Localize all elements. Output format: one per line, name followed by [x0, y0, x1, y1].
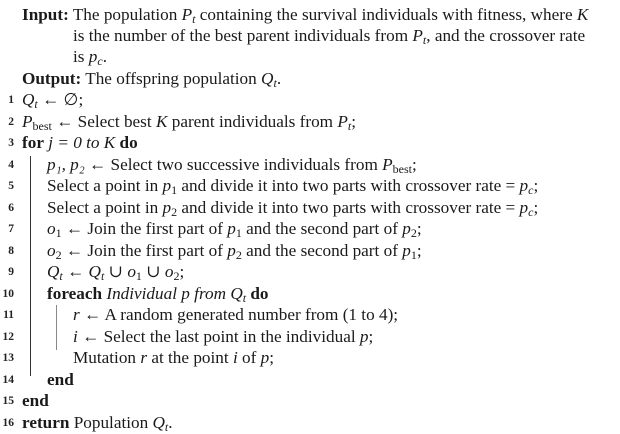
var: K [99, 132, 120, 152]
var: p [227, 240, 236, 260]
sub: t [164, 420, 169, 434]
text: and the second part of [241, 240, 403, 260]
sub: t [59, 268, 63, 283]
var: p [402, 240, 411, 260]
text: ← [62, 261, 89, 281]
text: The offspring population [85, 68, 262, 88]
line-number: 8 [8, 244, 14, 257]
var: p [162, 175, 172, 195]
var: r [73, 304, 80, 324]
keyword-end: end [22, 391, 49, 410]
var: K [576, 4, 589, 24]
text: is [73, 46, 89, 66]
text: ∪ [141, 261, 165, 281]
keyword-foreach: foreach [47, 283, 103, 303]
line-number: 5 [8, 179, 14, 192]
text: and divide it into two parts with crossover rate = [177, 197, 520, 217]
var: P [22, 111, 33, 131]
line-number: 16 [2, 417, 14, 429]
input-label: Input: [22, 4, 69, 24]
text: . [102, 46, 107, 66]
sub: 2 [173, 268, 180, 283]
text: Select a point in [47, 175, 163, 195]
sub: 2 [171, 204, 178, 219]
var: p [402, 218, 411, 238]
sub: c [528, 204, 534, 219]
sub: t [242, 290, 247, 305]
var: p [88, 46, 98, 66]
text: at the point [147, 347, 233, 367]
line-number: 9 [8, 265, 14, 278]
sub: 2 [55, 247, 62, 262]
sub: 1 [55, 225, 62, 240]
text: The population [72, 4, 182, 24]
text: . [168, 413, 173, 432]
text: ← Select the last point in the individual [77, 326, 360, 346]
text: and divide it into two parts with crossover rate = [177, 175, 520, 195]
text: ← Join the first part of [61, 218, 228, 238]
line-number: 13 [2, 351, 14, 364]
var: i [73, 326, 78, 346]
var: p [519, 197, 529, 217]
var: o [47, 218, 56, 238]
text: . [276, 68, 282, 88]
sub: t [100, 268, 105, 283]
text: parent individuals from [167, 111, 338, 131]
text: ← Join the first part of [61, 240, 228, 260]
sub: 2 [235, 247, 242, 262]
var: Q [47, 261, 60, 281]
text: ; [416, 240, 422, 260]
line-number: 6 [8, 201, 14, 214]
text: ← Select best [51, 111, 156, 131]
text: containing the survival individuals with fitness, where [195, 4, 577, 24]
line-number: 2 [8, 115, 14, 128]
text: ← A random generated number from (1 to 4); [79, 304, 399, 324]
var: Q [22, 89, 35, 109]
sub: t [347, 118, 352, 133]
text: ; [533, 197, 539, 217]
text: Select a point in [47, 197, 163, 217]
text: Population [69, 413, 153, 432]
line-number: 10 [2, 287, 14, 300]
var: o [127, 261, 136, 281]
var: K [155, 111, 168, 131]
keyword-return: return [22, 413, 70, 432]
text: ; [412, 154, 417, 174]
var: Q [88, 261, 101, 281]
var: p [227, 218, 236, 238]
text: Mutation [73, 347, 141, 367]
var: p [359, 326, 369, 346]
sub: 1 [235, 225, 242, 240]
var: p [519, 175, 529, 195]
var: r [140, 347, 148, 367]
text: j = 0 [43, 132, 87, 152]
line-number: 15 [2, 395, 14, 407]
text: to [86, 132, 100, 152]
sub: 1 [135, 268, 142, 283]
text: ; [368, 326, 374, 346]
sub: t [34, 96, 38, 111]
sub: best [392, 161, 413, 176]
text: ∪ [104, 261, 128, 281]
keyword-end: end [47, 369, 74, 389]
sub: 1 [410, 247, 417, 262]
var: i [232, 347, 238, 367]
line-number: 14 [2, 373, 14, 386]
text: ← ∅; [37, 89, 84, 109]
text: , and the crossover rate [426, 25, 586, 45]
text: ; [416, 218, 422, 238]
output-label: Output: [22, 68, 82, 88]
var: p₁, p₂ [47, 154, 85, 174]
var: p [162, 197, 172, 217]
line-number: 1 [8, 93, 14, 106]
text: of [237, 347, 261, 367]
foreach-block-bar [56, 305, 57, 350]
text: ; [351, 111, 356, 131]
text: ← Select two successive individuals from [84, 154, 383, 174]
for-block-bar [30, 156, 31, 376]
text: is the number of the best parent individuals from [73, 25, 413, 45]
text: Individual p from [102, 283, 231, 303]
sub: c [528, 182, 534, 197]
var: o [164, 261, 174, 281]
text: ; [533, 175, 539, 195]
var: o [47, 240, 56, 260]
line-number: 3 [8, 136, 14, 149]
sub: best [32, 118, 52, 133]
keyword-do: do [246, 283, 269, 303]
keyword-do: do [119, 132, 138, 152]
sub: 1 [171, 182, 178, 197]
var: Q [230, 283, 243, 303]
text: and the second part of [241, 218, 403, 238]
line-number: 12 [2, 330, 14, 343]
var: P [181, 4, 193, 24]
sub: 2 [410, 225, 417, 240]
text: ; [179, 261, 185, 281]
line-number: 4 [8, 158, 14, 171]
var: Q [261, 68, 274, 88]
line-number: 7 [8, 222, 14, 235]
sub: t [192, 11, 196, 26]
text: ; [269, 347, 275, 367]
var: P [412, 25, 423, 45]
var: Q [152, 413, 165, 432]
keyword-for: for [22, 132, 44, 152]
sub: t [422, 32, 427, 47]
sub: t [273, 75, 277, 90]
var: P [337, 111, 348, 131]
line-number: 11 [3, 308, 14, 321]
sub: c [97, 53, 103, 68]
var: P [382, 154, 393, 174]
var: p [260, 347, 270, 367]
